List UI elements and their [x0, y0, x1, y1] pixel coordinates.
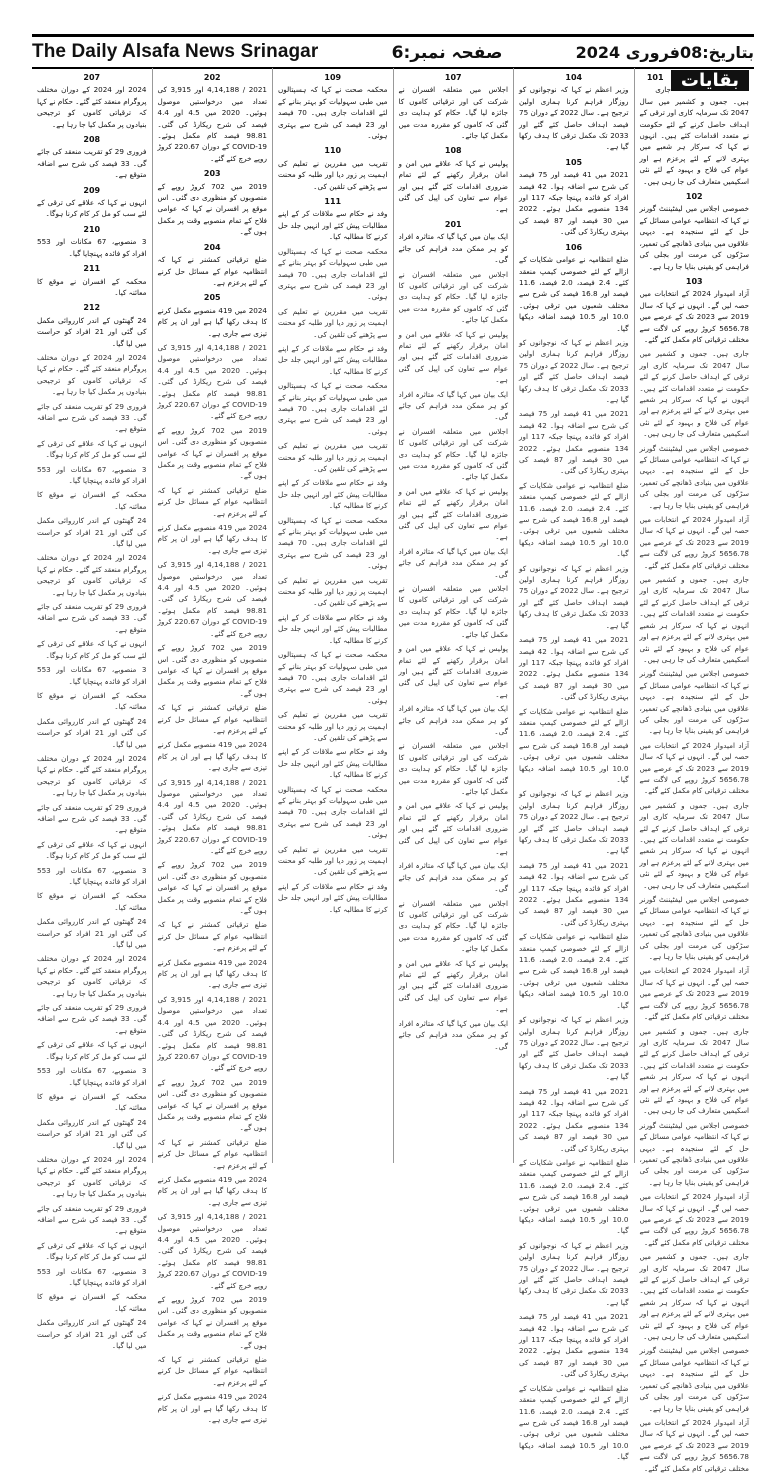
- article-paragraph: محکمہ صحت نے کہا کہ ہسپتالوں میں طبی سہولیات کو بہتر بنانے کے لئے اقدامات جاری ہیں۔ 70 فیصد اور 23 فیصد کی شرح سے بہتری ہوئی۔: [278, 650, 388, 705]
- article-paragraph: ضلع انتظامیہ نے عوامی شکایات کے ازالے کے لئے خصوصی کیمپ منعقد کئے۔ 2.4 فیصد، 2.0 فیصد، 11.6 فیصد اور 16.8 فیصد کی شرح سے مختلف شعبوں میں ترقی ہوئی۔ 10.0 اور 10.5 فیصد اضافہ دیکھا گیا۔: [519, 1383, 629, 1462]
- article-number: 203: [203, 169, 221, 179]
- article-paragraph: 2021 میں 41 فیصد اور 75 فیصد کی شرح سے اضافہ ہوا۔ 42 فیصد افراد کو فائدہ پہنچا جبکہ 117 اور 134 منصوبے مکمل ہوئے۔ 2022 میں 30 فیصد اور 87 فیصد کی بہتری ریکارڈ کی گئی۔: [519, 1312, 629, 1379]
- article-paragraph: خصوصی اجلاس میں لیفٹیننٹ گورنر نے کہا کہ انتظامیہ عوامی مسائل کے حل کے لئے سنجیدہ ہے۔ دیہی علاقوں میں بنیادی ڈھانچے کی تعمیر، سڑکوں کی مرمت اور بجلی کی فراہمی کو یقینی بنایا جا رہا ہے۔: [639, 1120, 749, 1187]
- article-paragraph: 2021 میں 41 فیصد اور 75 فیصد کی شرح سے اضافہ ہوا۔ 42 فیصد افراد کو فائدہ پہنچا جبکہ 117 اور 134 منصوبے مکمل ہوئے۔ 2022 میں 30 فیصد اور 87 فیصد کی بہتری ریکارڈ کی گئی۔: [519, 1086, 629, 1153]
- article-paragraph: آزاد امیدوار 2024 کے انتخابات میں حصہ لیں گے۔ انہوں نے کہا کہ سال 2019 سے 2023 تک کے عرصے میں 5656.78 کروڑ روپے کی لاگت سے مختلف ترقیاتی کام مکمل کئے گئے۔: [639, 1192, 749, 1247]
- article-paragraph: جاری ہیں۔ جموں و کشمیر میں سال 2047 تک سرمایہ کاری اور ترقی کے اہداف حاصل کرنے کے لئے حکومت نے متعدد اقدامات کئے ہیں۔ انہوں نے کہا کہ سرکار ہر شعبے میں بہتری لانے کے لئے پرعزم ہے اور عوام کی فلاح و بہبود کے لئے نئی اسکیمیں متعارف کی جا رہی ہیں۔: [639, 1026, 749, 1116]
- article-paragraph: 2024 اور 2024 کے دوران مختلف پروگرام منعقد کئے گئے۔ حکام نے کہا کہ ترقیاتی کاموں کو ترجیحی بنیادوں پر مکمل کیا جا رہا ہے۔: [37, 753, 147, 798]
- article-number: 209: [83, 185, 101, 195]
- article-paragraph: وزیر اعظم نے کہا کہ نوجوانوں کو روزگار فراہم کرنا ہماری اولین ترجیح ہے۔ سال 2022 کے دوران 75 فیصد اہداف حاصل کئے گئے اور 2033 تک مکمل ترقی کا ہدف رکھا گیا ہے۔: [519, 337, 629, 404]
- article-paragraph: محکمہ کے افسران نے موقع کا معائنہ کیا۔: [37, 690, 147, 712]
- article-paragraph: اجلاس میں متعلقہ افسران نے شرکت کی اور ترقیاتی کاموں کا جائزہ لیا گیا۔ حکام کو ہدایت دی گئی کہ کاموں کو مقررہ مدت میں مکمل کیا جائے۔: [398, 584, 508, 639]
- article-paragraph: فروری 29 کو تقریب منعقد کی جائے گی۔ 33 فیصد کی شرح سے اضافہ متوقع ہے۔: [37, 802, 147, 835]
- article-paragraph: پولیس نے کہا کہ علاقے میں امن و امان برقرار رکھنے کے لئے تمام ضروری اقدامات کئے گئے ہیں اور عوام سے تعاون کی اپیل کی گئی ہے۔: [398, 329, 508, 385]
- article-paragraph: وفد نے حکام سے ملاقات کر کے اپنے مطالبات پیش کئے اور انہیں جلد حل کرنے کا مطالبہ کیا۔: [278, 209, 388, 242]
- article-paragraph: اجلاس میں متعلقہ افسران نے شرکت کی اور ترقیاتی کاموں کا جائزہ لیا گیا۔ حکام کو ہدایت دی گئی کہ کاموں کو مقررہ مدت میں مکمل کیا جائے۔: [398, 426, 508, 482]
- article-paragraph: انہوں نے کہا کہ علاقے کی ترقی کے لئے سب کو مل کر کام کرنا ہوگا۔: [37, 198, 147, 219]
- article-paragraph: فروری 29 کو تقریب منعقد کی جائے گی۔ 33 فیصد کی شرح سے اضافہ متوقع ہے۔: [37, 401, 147, 434]
- article-paragraph: 2024 میں 419 منصوبے مکمل کرنے کا ہدف رکھا گیا ہے اور ان پر کام تیزی سے جاری ہے۔: [157, 957, 267, 990]
- article-paragraph: پولیس نے کہا کہ علاقے میں امن و امان برقرار رکھنے کے لئے تمام ضروری اقدامات کئے گئے ہیں اور عوام سے تعاون کی اپیل کی گئی ہے۔: [398, 158, 508, 214]
- article-number: 211: [83, 264, 101, 274]
- article-paragraph: 3 منصوبے، 67 مکانات اور 553 افراد کو فائدہ پہنچایا گیا۔: [37, 865, 147, 886]
- article-paragraph: ضلع ترقیاتی کمشنر نے کہا کہ انتظامیہ عوام کے مسائل حل کرنے کے لئے پرعزم ہے۔: [157, 1137, 267, 1170]
- article-paragraph: 24 گھنٹوں کے اندر کارروائی مکمل کی گئی اور 21 افراد کو حراست میں لیا گیا۔: [37, 1117, 147, 1150]
- article-paragraph: ضلع ترقیاتی کمشنر نے کہا کہ انتظامیہ عوام کے مسائل حل کرنے کے لئے پرعزم ہے۔: [157, 703, 267, 735]
- article-number: 207: [83, 73, 101, 82]
- article-paragraph: وفد نے حکام سے ملاقات کر کے اپنے مطالبات پیش کئے اور انہیں جلد حل کرنے کا مطالبہ کیا۔: [278, 478, 388, 511]
- article-paragraph: ایک بیان میں کہا گیا کہ متاثرہ افراد کو ہر ممکن مدد فراہم کی جائے گی۔: [398, 546, 508, 579]
- article-paragraph: 2021 میں 41 فیصد اور 75 فیصد کی شرح سے اضافہ ہوا۔ 42 فیصد افراد کو فائدہ پہنچا جبکہ 117 اور 134 منصوبے مکمل ہوئے۔ 2022 میں 30 فیصد اور 87 فیصد کی بہتری ریکارڈ کی گئی۔: [519, 170, 629, 237]
- article-number: 109: [324, 73, 342, 82]
- article-number: 202: [203, 73, 221, 82]
- article-paragraph: 2019 میں 702 کروڑ روپے کے منصوبوں کو منظوری دی گئی۔ اس موقع پر افسران نے کہا کہ عوامی فلاح کے تمام منصوبے وقت پر مکمل ہوں گے۔: [157, 643, 267, 698]
- article-number: 201: [444, 219, 462, 229]
- article-paragraph: 3 منصوبے، 67 مکانات اور 553 افراد کو فائدہ پہنچایا گیا۔: [37, 1266, 147, 1287]
- issue-date: بتاریخ:08فروری 2024: [575, 42, 754, 62]
- article-paragraph: وفد نے حکام سے ملاقات کر کے اپنے مطالبات پیش کئے اور انہیں جلد حل کرنے کا مطالبہ کیا۔: [278, 343, 388, 376]
- article-paragraph: فروری 29 کو تقریب منعقد کی جائے گی۔ 33 فیصد کی شرح سے اضافہ متوقع ہے۔: [37, 147, 147, 180]
- article-paragraph: ضلع ترقیاتی کمشنر نے کہا کہ انتظامیہ عوام کے مسائل حل کرنے کے لئے پرعزم ہے۔: [157, 920, 267, 953]
- article-paragraph: ضلع انتظامیہ نے عوامی شکایات کے ازالے کے لئے خصوصی کیمپ منعقد کئے۔ 2.4 فیصد، 2.0 فیصد، 11.6 فیصد اور 16.8 فیصد کی شرح سے مختلف شعبوں میں ترقی ہوئی۔ 10.0 اور 10.5 فیصد اضافہ دیکھا گیا۔: [519, 1157, 629, 1236]
- article-paragraph: محکمہ کے افسران نے موقع کا معائنہ کیا۔: [37, 1292, 147, 1313]
- article-paragraph: تقریب میں مقررین نے تعلیم کی اہمیت پر زور دیا اور طلبہ کو محنت سے پڑھنے کی تلقین کی۔: [278, 306, 388, 339]
- article-paragraph: تقریب میں مقررین نے تعلیم کی اہمیت پر زور دیا اور طلبہ کو محنت سے پڑھنے کی تلقین کی۔: [278, 158, 388, 191]
- article-paragraph: آزاد امیدوار 2024 کے انتخابات میں حصہ لیں گے۔ انہوں نے کہا کہ سال 2019 سے 2023 تک کے عرصے میں 5656.78 کروڑ روپے کی لاگت سے مختلف ترقیاتی کام مکمل کئے گئے۔: [639, 515, 749, 570]
- article-paragraph: انہوں نے کہا کہ علاقے کی ترقی کے لئے سب کو مل کر کام کرنا ہوگا۔: [37, 839, 147, 861]
- text-column-1: [634, 68, 755, 1473]
- article-paragraph: خصوصی اجلاس میں لیفٹیننٹ گورنر نے کہا کہ انتظامیہ عوامی مسائل کے حل کے لئے سنجیدہ ہے۔ دیہی علاقوں میں بنیادی ڈھانچے کی تعمیر، سڑکوں کی مرمت اور بجلی کی فراہمی کو یقینی بنایا جا رہا ہے۔: [639, 895, 749, 962]
- article-paragraph: وزیر اعظم نے کہا کہ نوجوانوں کو روزگار فراہم کرنا ہماری اولین ترجیح ہے۔ سال 2022 کے دوران 75 فیصد اہداف حاصل کئے گئے اور 2033 تک مکمل ترقی کا ہدف رکھا گیا ہے۔: [519, 85, 629, 152]
- article-paragraph: اجلاس میں متعلقہ افسران نے شرکت کی اور ترقیاتی کاموں کا جائزہ لیا گیا۔ حکام کو ہدایت دی گئی کہ کاموں کو مقررہ مدت میں مکمل کیا جائے۔: [398, 741, 508, 796]
- article-number: 208: [83, 135, 101, 145]
- article-number: 106: [565, 242, 583, 252]
- article-number: 102: [685, 192, 703, 202]
- article-paragraph: ضلع انتظامیہ نے عوامی شکایات کے ازالے کے لئے خصوصی کیمپ منعقد کئے۔ 2.4 فیصد، 2.0 فیصد، 11.6 فیصد اور 16.8 فیصد کی شرح سے مختلف شعبوں میں ترقی ہوئی۔ 10.0 اور 10.5 فیصد اضافہ دیکھا گیا۔: [519, 706, 629, 784]
- article-paragraph: 2021 میں 41 فیصد اور 75 فیصد کی شرح سے اضافہ ہوا۔ 42 فیصد افراد کو فائدہ پہنچا جبکہ 117 اور 134 منصوبے مکمل ہوئے۔ 2022 میں 30 فیصد اور 87 فیصد کی بہتری ریکارڈ کی گئی۔: [519, 860, 629, 927]
- article-paragraph: پولیس نے کہا کہ علاقے میں امن و امان برقرار رکھنے کے لئے تمام ضروری اقدامات کئے گئے ہیں اور عوام سے تعاون کی اپیل کی گئی ہے۔: [398, 958, 508, 1014]
- article-paragraph: جاری ہیں۔ جموں و کشمیر میں سال 2047 تک سرمایہ کاری اور ترقی کے اہداف حاصل کرنے کے لئے حکومت نے متعدد اقدامات کئے ہیں۔ انہوں نے کہا کہ سرکار ہر شعبے میں بہتری لانے کے لئے پرعزم ہے اور عوام کی فلاح و بہبود کے لئے نئی اسکیمیں متعارف کی جا رہی ہیں۔: [639, 575, 749, 664]
- article-paragraph: 2021 / 4,14,188 اور 3,915 کی تعداد میں درخواستیں موصول ہوئیں۔ 2020 میں 4.5 اور 4.4 فیصد کی شرح ریکارڈ کی گئی۔ 98.81 فیصد کام مکمل ہوئے۔ COVID-19 کے دوران 220.67 کروڑ روپے خرچ کئے گئے۔: [157, 560, 268, 638]
- article-number: 110: [324, 146, 342, 156]
- article-paragraph: 2024 میں 419 منصوبے مکمل کرنے کا ہدف رکھا گیا ہے اور ان پر کام تیزی سے جاری ہے۔: [157, 1392, 267, 1425]
- article-number: 212: [83, 303, 101, 313]
- article-paragraph: 24 گھنٹوں کے اندر کارروائی مکمل کی گئی اور 21 افراد کو حراست میں لیا گیا۔: [37, 917, 147, 950]
- article-paragraph: محکمہ کے افسران نے موقع کا معائنہ کیا۔: [37, 276, 147, 297]
- article-paragraph: ضلع ترقیاتی کمشنر نے کہا کہ انتظامیہ عوام کے مسائل حل کرنے کے لئے پرعزم ہے۔: [157, 255, 267, 287]
- text-column-5: [152, 68, 273, 1425]
- article-paragraph: وفد نے حکام سے ملاقات کر کے اپنے مطالبات پیش کئے اور انہیں جلد حل کرنے کا مطالبہ کیا۔: [278, 612, 388, 645]
- article-paragraph: 2019 میں 702 کروڑ روپے کے منصوبوں کو منظوری دی گئی۔ اس موقع پر افسران نے کہا کہ عوامی فلاح کے تمام منصوبے وقت پر مکمل ہوں گے۔: [157, 181, 267, 237]
- article-paragraph: تقریب میں مقررین نے تعلیم کی اہمیت پر زور دیا اور طلبہ کو محنت سے پڑھنے کی تلقین کی۔: [278, 844, 388, 877]
- newspaper-name: The Daily Alsafa News Srinagar: [32, 41, 319, 62]
- article-paragraph: وزیر اعظم نے کہا کہ نوجوانوں کو روزگار فراہم کرنا ہماری اولین ترجیح ہے۔ سال 2022 کے دوران 75 فیصد اہداف حاصل کئے گئے اور 2033 تک مکمل ترقی کا ہدف رکھا گیا ہے۔: [519, 1240, 629, 1307]
- article-paragraph: انہوں نے کہا کہ علاقے کی ترقی کے لئے سب کو مل کر کام کرنا ہوگا۔: [37, 639, 147, 660]
- article-paragraph: 2021 / 4,14,188 اور 3,915 کی تعداد میں درخواستیں موصول ہوئیں۔ 2020 میں 4.5 اور 4.4 فیصد کی شرح ریکارڈ کی گئی۔ 98.81 فیصد کام مکمل ہوئے۔ COVID-19 کے دوران 220.67 کروڑ روپے خرچ کئے گئے۔: [157, 85, 268, 163]
- article-paragraph: جاری ہیں۔ جموں و کشمیر میں سال 2047 تک سرمایہ کاری اور ترقی کے اہداف حاصل کرنے کے لئے حکومت نے متعدد اقدامات کئے ہیں۔ انہوں نے کہا کہ سرکار ہر شعبے میں بہتری لانے کے لئے پرعزم ہے اور عوام کی فلاح و بہبود کے لئے نئی اسکیمیں متعارف کی جا رہی ہیں۔: [639, 1252, 749, 1342]
- article-paragraph: انہوں نے کہا کہ علاقے کی ترقی کے لئے سب کو مل کر کام کرنا ہوگا۔: [37, 438, 147, 460]
- article-paragraph: فروری 29 کو تقریب منعقد کی جائے گی۔ 33 فیصد کی شرح سے اضافہ متوقع ہے۔: [37, 1003, 147, 1035]
- article-paragraph: خصوصی اجلاس میں لیفٹیننٹ گورنر نے کہا کہ انتظامیہ عوامی مسائل کے حل کے لئے سنجیدہ ہے۔ دیہی علاقوں میں بنیادی ڈھانچے کی تعمیر، سڑکوں کی مرمت اور بجلی کی فراہمی کو یقینی بنایا جا رہا ہے۔: [639, 204, 749, 271]
- article-paragraph: 3 منصوبے، 67 مکانات اور 553 افراد کو فائدہ پہنچایا گیا۔: [37, 1066, 147, 1087]
- article-paragraph: وفد نے حکام سے ملاقات کر کے اپنے مطالبات پیش کئے اور انہیں جلد حل کرنے کا مطالبہ کیا۔: [278, 747, 388, 780]
- article-paragraph: محکمہ کے افسران نے موقع کا معائنہ کیا۔: [37, 891, 147, 912]
- article-paragraph: 2024 میں 419 منصوبے مکمل کرنے کا ہدف رکھا گیا ہے اور ان پر کام تیزی سے جاری ہے۔: [157, 523, 267, 555]
- article-columns: [32, 68, 754, 1473]
- article-paragraph: محکمہ صحت نے کہا کہ ہسپتالوں میں طبی سہولیات کو بہتر بنانے کے لئے اقدامات جاری ہیں۔ 70 فیصد اور 23 فیصد کی شرح سے بہتری ہوئی۔: [278, 784, 388, 840]
- text-column-3: [393, 68, 514, 1163]
- article-paragraph: تقریب میں مقررین نے تعلیم کی اہمیت پر زور دیا اور طلبہ کو محنت سے پڑھنے کی تلقین کی۔: [278, 441, 388, 473]
- article-paragraph: محکمہ صحت نے کہا کہ ہسپتالوں میں طبی سہولیات کو بہتر بنانے کے لئے اقدامات جاری ہیں۔ 70 فیصد اور 23 فیصد کی شرح سے بہتری ہوئی۔: [278, 515, 388, 571]
- article-paragraph: ایک بیان میں کہا گیا کہ متاثرہ افراد کو ہر ممکن مدد فراہم کی جائے گی۔: [398, 389, 508, 422]
- article-paragraph: وزیر اعظم نے کہا کہ نوجوانوں کو روزگار فراہم کرنا ہماری اولین ترجیح ہے۔ سال 2022 کے دوران 75 فیصد اہداف حاصل کئے گئے اور 2033 تک مکمل ترقی کا ہدف رکھا گیا ہے۔: [519, 563, 629, 630]
- article-paragraph: ایک بیان میں کہا گیا کہ متاثرہ افراد کو ہر ممکن مدد فراہم کی جائے گی۔: [398, 704, 508, 736]
- article-paragraph: 2019 میں 702 کروڑ روپے کے منصوبوں کو منظوری دی گئی۔ اس موقع پر افسران نے کہا کہ عوامی فلاح کے تمام منصوبے وقت پر مکمل ہوں گے۔: [157, 1295, 267, 1350]
- article-paragraph: خصوصی اجلاس میں لیفٹیننٹ گورنر نے کہا کہ انتظامیہ عوامی مسائل کے حل کے لئے سنجیدہ ہے۔ دیہی علاقوں میں بنیادی ڈھانچے کی تعمیر، سڑکوں کی مرمت اور بجلی کی فراہمی کو یقینی بنایا جا رہا ہے۔: [639, 669, 749, 736]
- article-paragraph: 24 گھنٹوں کے اندر کارروائی مکمل کی گئی اور 21 افراد کو حراست میں لیا گیا۔: [37, 516, 147, 549]
- section-title: بقایات: [671, 70, 749, 91]
- article-paragraph: 2021 میں 41 فیصد اور 75 فیصد کی شرح سے اضافہ ہوا۔ 42 فیصد افراد کو فائدہ پہنچا جبکہ 117 اور 134 منصوبے مکمل ہوئے۔ 2022 میں 30 فیصد اور 87 فیصد کی بہتری ریکارڈ کی گئی۔: [519, 409, 629, 476]
- article-paragraph: پولیس نے کہا کہ علاقے میں امن و امان برقرار رکھنے کے لئے تمام ضروری اقدامات کئے گئے ہیں اور عوام سے تعاون کی اپیل کی گئی ہے۔: [398, 801, 508, 856]
- article-paragraph: اجلاس میں متعلقہ افسران نے شرکت کی اور ترقیاتی کاموں کا جائزہ لیا گیا۔ حکام کو ہدایت دی گئی کہ کاموں کو مقررہ مدت میں مکمل کیا جائے۔: [398, 898, 508, 954]
- article-paragraph: محکمہ صحت نے کہا کہ ہسپتالوں میں طبی سہولیات کو بہتر بنانے کے لئے اقدامات جاری ہیں۔ 70 فیصد اور 23 فیصد کی شرح سے بہتری ہوئی۔: [278, 85, 388, 141]
- text-column-6: [32, 68, 152, 1351]
- article-paragraph: پولیس نے کہا کہ علاقے میں امن و امان برقرار رکھنے کے لئے تمام ضروری اقدامات کئے گئے ہیں اور عوام سے تعاون کی اپیل کی گئی ہے۔: [398, 644, 508, 699]
- article-paragraph: آزاد امیدوار 2024 کے انتخابات میں حصہ لیں گے۔ انہوں نے کہا کہ سال 2019 سے 2023 تک کے عرصے میں 5656.78 کروڑ روپے کی لاگت سے مختلف ترقیاتی کام مکمل کئے گئے۔: [639, 1417, 749, 1473]
- article-number: 108: [444, 146, 462, 156]
- article-number: 107: [444, 73, 462, 82]
- article-number: 205: [203, 293, 221, 303]
- article-paragraph: 3 منصوبے، 67 مکانات اور 553 افراد کو فائدہ پہنچایا گیا۔: [37, 237, 147, 258]
- article-paragraph: 2019 میں 702 کروڑ روپے کے منصوبوں کو منظوری دی گئی۔ اس موقع پر افسران نے کہا کہ عوامی فلاح کے تمام منصوبے وقت پر مکمل ہوں گے۔: [157, 860, 267, 916]
- article-paragraph: آزاد امیدوار 2024 کے انتخابات میں حصہ لیں گے۔ انہوں نے کہا کہ سال 2019 سے 2023 تک کے عرصے میں 5656.78 کروڑ روپے کی لاگت سے مختلف ترقیاتی کام مکمل کئے گئے۔: [639, 740, 749, 796]
- page-number: صفحہ نمبر:6: [391, 42, 503, 63]
- article-paragraph: تقریب میں مقررین نے تعلیم کی اہمیت پر زور دیا اور طلبہ کو محنت سے پڑھنے کی تلقین کی۔: [278, 710, 388, 742]
- article-paragraph: وزیر اعظم نے کہا کہ نوجوانوں کو روزگار فراہم کرنا ہماری اولین ترجیح ہے۔ سال 2022 کے دوران 75 فیصد اہداف حاصل کئے گئے اور 2033 تک مکمل ترقی کا ہدف رکھا گیا ہے۔: [519, 1015, 629, 1082]
- article-paragraph: 2024 اور 2024 کے دوران مختلف پروگرام منعقد کئے گئے۔ حکام نے کہا کہ ترقیاتی کاموں کو ترجیحی بنیادوں پر مکمل کیا جا رہا ہے۔: [37, 352, 147, 397]
- article-paragraph: محکمہ کے افسران نے موقع کا معائنہ کیا۔: [37, 490, 147, 511]
- article-paragraph: 2021 / 4,14,188 اور 3,915 کی تعداد میں درخواستیں موصول ہوئیں۔ 2020 میں 4.5 اور 4.4 فیصد کی شرح ریکارڈ کی گئی۔ 98.81 فیصد کام مکمل ہوئے۔ COVID-19 کے دوران 220.67 کروڑ روپے خرچ کئے گئے۔: [157, 342, 268, 421]
- article-paragraph: وزیر اعظم نے کہا کہ نوجوانوں کو روزگار فراہم کرنا ہماری اولین ترجیح ہے۔ سال 2022 کے دوران 75 فیصد اہداف حاصل کئے گئے اور 2033 تک مکمل ترقی کا ہدف رکھا گیا ہے۔: [519, 789, 629, 856]
- article-paragraph: محکمہ صحت نے کہا کہ ہسپتالوں میں طبی سہولیات کو بہتر بنانے کے لئے اقدامات جاری ہیں۔ 70 فیصد اور 23 فیصد کی شرح سے بہتری ہوئی۔: [278, 381, 388, 436]
- article-paragraph: ضلع انتظامیہ نے عوامی شکایات کے ازالے کے لئے خصوصی کیمپ منعقد کئے۔ 2.4 فیصد، 2.0 فیصد، 11.6 فیصد اور 16.8 فیصد کی شرح سے مختلف شعبوں میں ترقی ہوئی۔ 10.0 اور 10.5 فیصد اضافہ دیکھا گیا۔: [519, 932, 629, 1010]
- article-paragraph: ضلع ترقیاتی کمشنر نے کہا کہ انتظامیہ عوام کے مسائل حل کرنے کے لئے پرعزم ہے۔: [157, 1355, 267, 1387]
- article-paragraph: ایک بیان میں کہا گیا کہ متاثرہ افراد کو ہر ممکن مدد فراہم کی جائے گی۔: [398, 232, 508, 265]
- article-paragraph: پولیس نے کہا کہ علاقے میں امن و امان برقرار رکھنے کے لئے تمام ضروری اقدامات کئے گئے ہیں اور عوام سے تعاون کی اپیل کی گئی ہے۔: [398, 486, 508, 542]
- article-paragraph: محکمہ صحت نے کہا کہ ہسپتالوں میں طبی سہولیات کو بہتر بنانے کے لئے اقدامات جاری ہیں۔ 70 فیصد اور 23 فیصد کی شرح سے بہتری ہوئی۔: [278, 246, 388, 302]
- article-paragraph: 2021 / 4,14,188 اور 3,915 کی تعداد میں درخواستیں موصول ہوئیں۔ 2020 میں 4.5 اور 4.4 فیصد کی شرح ریکارڈ کی گئی۔ 98.81 فیصد کام مکمل ہوئے۔ COVID-19 کے دوران 220.67 کروڑ روپے خرچ کئے گئے۔: [157, 994, 268, 1073]
- article-number: 104: [565, 73, 583, 82]
- article-number: 204: [203, 242, 221, 252]
- text-column-2: [513, 68, 634, 1462]
- text-column-4: [272, 68, 393, 1163]
- article-paragraph: 2019 میں 702 کروڑ روپے کے منصوبوں کو منظوری دی گئی۔ اس موقع پر افسران نے کہا کہ عوامی فلاح کے تمام منصوبے وقت پر مکمل ہوں گے۔: [157, 425, 267, 481]
- article-paragraph: 2021 / 4,14,188 اور 3,915 کی تعداد میں درخواستیں موصول ہوئیں۔ 2020 میں 4.5 اور 4.4 فیصد کی شرح ریکارڈ کی گئی۔ 98.81 فیصد کام مکمل ہوئے۔ COVID-19 کے دوران 220.67 کروڑ روپے خرچ کئے گئے۔: [157, 777, 268, 855]
- article-paragraph: انہوں نے کہا کہ علاقے کی ترقی کے لئے سب کو مل کر کام کرنا ہوگا۔: [37, 1240, 147, 1262]
- article-paragraph: ضلع انتظامیہ نے عوامی شکایات کے ازالے کے لئے خصوصی کیمپ منعقد کئے۔ 2.4 فیصد، 2.0 فیصد، 11.6 فیصد اور 16.8 فیصد کی شرح سے مختلف شعبوں میں ترقی ہوئی۔ 10.0 اور 10.5 فیصد اضافہ دیکھا گیا۔: [519, 480, 629, 559]
- article-paragraph: ایک بیان میں کہا گیا کہ متاثرہ افراد کو ہر ممکن مدد فراہم کی جائے گی۔: [398, 1018, 508, 1051]
- article-paragraph: خصوصی اجلاس میں لیفٹیننٹ گورنر نے کہا کہ انتظامیہ عوامی مسائل کے حل کے لئے سنجیدہ ہے۔ دیہی علاقوں میں بنیادی ڈھانچے کی تعمیر، سڑکوں کی مرمت اور بجلی کی فراہمی کو یقینی بنایا جا رہا ہے۔: [639, 443, 749, 510]
- article-paragraph: محکمہ کے افسران نے موقع کا معائنہ کیا۔: [37, 1091, 147, 1113]
- article-paragraph: وفد نے حکام سے ملاقات کر کے اپنے مطالبات پیش کئے اور انہیں جلد حل کرنے کا مطالبہ کیا۔: [278, 881, 388, 914]
- article-paragraph: جاری ہیں۔ جموں و کشمیر میں سال 2047 تک سرمایہ کاری اور ترقی کے اہداف حاصل کرنے کے لئے حکومت نے متعدد اقدامات کئے ہیں۔ انہوں نے کہا کہ سرکار ہر شعبے میں بہتری لانے کے لئے پرعزم ہے اور عوام کی فلاح و بہبود کے لئے نئی اسکیمیں متعارف کی جا رہی ہیں۔: [639, 85, 749, 186]
- masthead: [32, 34, 754, 69]
- article-paragraph: اجلاس میں متعلقہ افسران نے شرکت کی اور ترقیاتی کاموں کا جائزہ لیا گیا۔ حکام کو ہدایت دی گئی کہ کاموں کو مقررہ مدت میں مکمل کیا جائے۔: [398, 85, 508, 141]
- article-paragraph: 3 منصوبے، 67 مکانات اور 553 افراد کو فائدہ پہنچایا گیا۔: [37, 464, 147, 485]
- article-paragraph: 24 گھنٹوں کے اندر کارروائی مکمل کی گئی اور 21 افراد کو حراست میں لیا گیا۔: [37, 716, 147, 749]
- article-paragraph: 2019 میں 702 کروڑ روپے کے منصوبوں کو منظوری دی گئی۔ اس موقع پر افسران نے کہا کہ عوامی فلاح کے تمام منصوبے وقت پر مکمل ہوں گے۔: [157, 1077, 267, 1133]
- article-paragraph: 2021 میں 41 فیصد اور 75 فیصد کی شرح سے اضافہ ہوا۔ 42 فیصد افراد کو فائدہ پہنچا جبکہ 117 اور 134 منصوبے مکمل ہوئے۔ 2022 میں 30 فیصد اور 87 فیصد کی بہتری ریکارڈ کی گئی۔: [519, 635, 629, 702]
- article-number: 105: [565, 157, 583, 167]
- article-number: 103: [685, 276, 703, 286]
- article-paragraph: فروری 29 کو تقریب منعقد کی جائے گی۔ 33 فیصد کی شرح سے اضافہ متوقع ہے۔: [37, 602, 147, 634]
- article-paragraph: آزاد امیدوار 2024 کے انتخابات میں حصہ لیں گے۔ انہوں نے کہا کہ سال 2019 سے 2023 تک کے عرصے میں 5656.78 کروڑ روپے کی لاگت سے مختلف ترقیاتی کام مکمل کئے گئے۔: [639, 966, 749, 1022]
- article-paragraph: ضلع ترقیاتی کمشنر نے کہا کہ انتظامیہ عوام کے مسائل حل کرنے کے لئے پرعزم ہے۔: [157, 485, 267, 518]
- article-paragraph: انہوں نے کہا کہ علاقے کی ترقی کے لئے سب کو مل کر کام کرنا ہوگا۔: [37, 1040, 147, 1061]
- article-paragraph: 2024 میں 419 منصوبے مکمل کرنے کا ہدف رکھا گیا ہے اور ان پر کام تیزی سے جاری ہے۔: [157, 305, 267, 338]
- article-number: 101: [646, 73, 664, 82]
- article-paragraph: فروری 29 کو تقریب منعقد کی جائے گی۔ 33 فیصد کی شرح سے اضافہ متوقع ہے۔: [37, 1203, 147, 1236]
- article-paragraph: 2024 اور 2024 کے دوران مختلف پروگرام منعقد کئے گئے۔ حکام نے کہا کہ ترقیاتی کاموں کو ترجیحی بنیادوں پر مکمل کیا جا رہا ہے۔: [37, 954, 147, 998]
- article-paragraph: 2024 اور 2024 کے دوران مختلف پروگرام منعقد کئے گئے۔ حکام نے کہا کہ ترقیاتی کاموں کو ترجیحی بنیادوں پر مکمل کیا جا رہا ہے۔: [37, 85, 147, 129]
- article-number: 111: [324, 197, 342, 207]
- article-paragraph: خصوصی اجلاس میں لیفٹیننٹ گورنر نے کہا کہ انتظامیہ عوامی مسائل کے حل کے لئے سنجیدہ ہے۔ دیہی علاقوں میں بنیادی ڈھانچے کی تعمیر، سڑکوں کی مرمت اور بجلی کی فراہمی کو یقینی بنایا جا رہا ہے۔: [639, 1346, 749, 1413]
- article-paragraph: 2024 میں 419 منصوبے مکمل کرنے کا ہدف رکھا گیا ہے اور ان پر کام تیزی سے جاری ہے۔: [157, 1174, 267, 1207]
- article-number: 210: [83, 224, 101, 234]
- article-paragraph: 2024 اور 2024 کے دوران مختلف پروگرام منعقد کئے گئے۔ حکام نے کہا کہ ترقیاتی کاموں کو ترجیحی بنیادوں پر مکمل کیا جا رہا ہے۔: [37, 1154, 147, 1199]
- article-paragraph: تقریب میں مقررین نے تعلیم کی اہمیت پر زور دیا اور طلبہ کو محنت سے پڑھنے کی تلقین کی۔: [278, 575, 388, 608]
- article-paragraph: ضلع انتظامیہ نے عوامی شکایات کے ازالے کے لئے خصوصی کیمپ منعقد کئے۔ 2.4 فیصد، 2.0 فیصد، 11.6 فیصد اور 16.8 فیصد کی شرح سے مختلف شعبوں میں ترقی ہوئی۔ 10.0 اور 10.5 فیصد اضافہ دیکھا گیا۔: [519, 255, 629, 333]
- article-paragraph: 2024 میں 419 منصوبے مکمل کرنے کا ہدف رکھا گیا ہے اور ان پر کام تیزی سے جاری ہے۔: [157, 740, 267, 773]
- article-paragraph: 24 گھنٹوں کے اندر کارروائی مکمل کی گئی اور 21 افراد کو حراست میں لیا گیا۔: [37, 1318, 147, 1351]
- article-paragraph: 2021 / 4,14,188 اور 3,915 کی تعداد میں درخواستیں موصول ہوئیں۔ 2020 میں 4.5 اور 4.4 فیصد کی شرح ریکارڈ کی گئی۔ 98.81 فیصد کام مکمل ہوئے۔ COVID-19 کے دوران 220.67 کروڑ روپے خرچ کئے گئے۔: [157, 1212, 268, 1290]
- article-paragraph: 3 منصوبے، 67 مکانات اور 553 افراد کو فائدہ پہنچایا گیا۔: [37, 665, 147, 686]
- article-paragraph: آزاد امیدوار 2024 کے انتخابات میں حصہ لیں گے۔ انہوں نے کہا کہ سال 2019 سے 2023 تک کے عرصے میں 5656.78 کروڑ روپے کی لاگت سے مختلف ترقیاتی کام مکمل کئے گئے۔: [639, 289, 749, 344]
- article-paragraph: جاری ہیں۔ جموں و کشمیر میں سال 2047 تک سرمایہ کاری اور ترقی کے اہداف حاصل کرنے کے لئے حکومت نے متعدد اقدامات کئے ہیں۔ انہوں نے کہا کہ سرکار ہر شعبے میں بہتری لانے کے لئے پرعزم ہے اور عوام کی فلاح و بہبود کے لئے نئی اسکیمیں متعارف کی جا رہی ہیں۔: [639, 800, 749, 890]
- article-paragraph: 24 گھنٹوں کے اندر کارروائی مکمل کی گئی اور 21 افراد کو حراست میں لیا گیا۔: [37, 315, 147, 348]
- article-paragraph: اجلاس میں متعلقہ افسران نے شرکت کی اور ترقیاتی کاموں کا جائزہ لیا گیا۔ حکام کو ہدایت دی گئی کہ کاموں کو مقررہ مدت میں مکمل کیا جائے۔: [398, 269, 508, 325]
- article-paragraph: 2024 اور 2024 کے دوران مختلف پروگرام منعقد کئے گئے۔ حکام نے کہا کہ ترقیاتی کاموں کو ترجیحی بنیادوں پر مکمل کیا جا رہا ہے۔: [37, 553, 147, 597]
- article-paragraph: ایک بیان میں کہا گیا کہ متاثرہ افراد کو ہر ممکن مدد فراہم کی جائے گی۔: [398, 861, 508, 894]
- article-paragraph: جاری ہیں۔ جموں و کشمیر میں سال 2047 تک سرمایہ کاری اور ترقی کے اہداف حاصل کرنے کے لئے حکومت نے متعدد اقدامات کئے ہیں۔ انہوں نے کہا کہ سرکار ہر شعبے میں بہتری لانے کے لئے پرعزم ہے اور عوام کی فلاح و بہبود کے لئے نئی اسکیمیں متعارف کی جا رہی ہیں۔: [639, 349, 749, 439]
